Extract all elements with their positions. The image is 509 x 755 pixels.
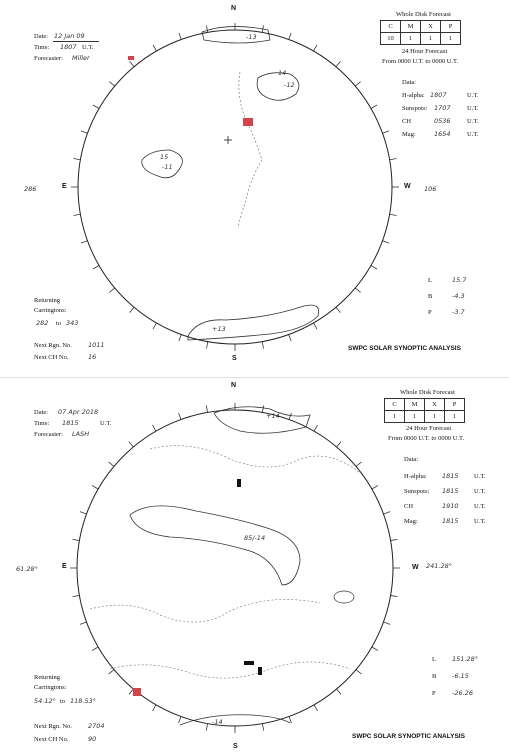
disk-tick [289,716,291,723]
disk-tick [383,241,390,243]
plage-red-2 [128,56,134,60]
disk-tick [129,689,133,694]
disk-tick [129,442,133,447]
disk-outline [78,30,392,344]
disk-tick [153,323,157,329]
disk-tick [73,214,80,215]
disk-tick [355,82,360,86]
region-circle [334,591,354,603]
disk-tick [80,622,87,624]
disk-tick [314,425,318,431]
disk-tick [207,342,208,349]
disk-tick [383,131,390,133]
disk-tick [81,131,88,133]
forecast-table: C M X P 10 1 1 1 [380,20,461,45]
disk-tick [337,689,341,694]
disk-tick [383,512,390,514]
disk-tick [130,307,134,312]
disk-tick [355,288,360,292]
disk-tick [356,670,361,674]
sunspot-2 [244,661,254,665]
disk-tick [179,33,181,40]
sunspot-3 [258,667,262,675]
disk-tick [391,595,398,596]
disk-tick [371,105,377,109]
disk-tick [73,159,80,160]
synoptic-panel-top: Date: 12 Jan 09 Time: 1807 U.T. Forecaster: Miller Whole Disk Forecast C M X P 10 1 1 1 24 Hour Forecast From 0000 U.T. to 0000 U.T. Data: H-alpha: 1807 U.T. Sunspots: 1707 U.T. CH 0536 U.T. Mag: 1654 U.T. N S E W 286 106 -13 14 -12 15 -11 +13 L 15.7 B -4.3 P -3.7 Returning Carringtons: 282 to 343 Next Rgn. No. 1011 Next CH No. 16 SWPC SOLAR SYNOPTIC ANALYSIS [0,0,509,376]
date-label: Date: [34,409,49,416]
south-cap-outline [188,305,319,340]
forecast-sub2: From 0000 U.T. to 0000 U.T. [382,58,459,65]
disk-tick [179,413,181,420]
filament-north-cap [202,26,270,43]
disk-outline [77,410,393,726]
disk-tick [337,442,341,447]
forecast-title: Whole Disk Forecast [396,11,451,18]
date-label: Date: [34,33,49,40]
west-value: 106 [424,185,437,193]
disk-tick [130,61,134,66]
disk-tick [207,25,208,32]
north-cap-outline [214,407,310,434]
disk-tick [262,406,263,413]
disk-tick [109,462,114,466]
disk-tick [109,288,114,292]
disk-tick [336,307,340,312]
disk-tick [92,647,98,651]
forecaster-label: Forecaster: [34,55,63,62]
disk-ticks-top [71,23,399,351]
synoptic-panel-bottom: Date: 07 Apr 2018 Time: 1815 U.T. Forecaster: LASH Whole Disk Forecast C M X P 1 1 1 1 24 Hour Forecast From 0000 U.T. to 0000 U.T. Data: H-alpha: 1815 U.T. Sunspots: 1815 U.T. CH 1910 U.T. Mag: 1815 U.T. N S E W 61.28° 241.28° +14 85/-14 -14 L 151.28° B -6.15 P -26.26 Returning Carringtons: 54.12° to 118.53° Next Rgn. No. 2704 Next CH No. 90 SWPC SOLAR SYNOPTIC ANALYSIS [0,379,509,755]
disk-tick [109,670,114,674]
footer-title: SWPC SOLAR SYNOPTIC ANALYSIS [352,733,465,740]
disk-tick [179,335,181,342]
footer-title: SWPC SOLAR SYNOPTIC ANALYSIS [348,345,461,352]
south-label: S [232,355,237,362]
dashed-boundary-1 [150,446,360,473]
plage-red-1 [133,688,141,696]
disk-tick [73,539,80,540]
east-label: E [62,183,67,190]
west-label: W [404,183,411,190]
disk-tick [92,486,98,490]
coronal-hole-outline [130,506,300,585]
time-label: Time: [34,44,50,51]
south-cap-outline [180,715,290,725]
disk-tick [206,724,207,731]
plage-red-1 [243,118,253,126]
disk-tick [289,335,291,342]
forecast-table: C M X P 1 1 1 1 [384,398,465,423]
dashed-boundary-3 [110,662,350,678]
disk-tick [391,539,398,540]
disk-tick [206,406,207,413]
disk-tick [81,241,88,243]
disk-tick [372,647,378,651]
forecast-sub1: 24 Hour Forecast [402,48,448,55]
disk-tick [371,266,377,270]
disk-tick [93,105,99,109]
date-value: 07 Apr 2018 [58,408,99,416]
disk-tick [289,413,291,420]
time-value: 1807 [60,43,77,51]
east-value: 286 [24,185,37,193]
disk-tick [109,82,114,86]
disk-tick [314,323,318,329]
dashed-boundary-2 [90,599,320,622]
disk-tick [314,45,318,51]
disk-tick [93,266,99,270]
disk-tick [314,705,318,711]
disk-tick [356,462,361,466]
disk-tick [372,486,378,490]
disk-tick [153,705,157,711]
disk-tick [262,342,263,349]
data-label: Data: [402,79,417,86]
disk-tick [383,622,390,624]
disk-tick [336,61,340,66]
disk-tick [262,724,263,731]
neutral-line [238,72,262,228]
forecaster-value: Miller [72,54,90,62]
disk-tick [390,159,397,160]
disk-tick [153,425,157,431]
sunspot-1 [237,479,241,487]
disk-tick [73,595,80,596]
disk-tick [390,214,397,215]
north-label: N [231,5,237,12]
disk-tick [80,512,87,514]
date-value: 12 Jan 09 [54,32,85,40]
disk-tick [289,33,291,40]
disk-tick [179,716,181,723]
disk-ticks-bottom [70,403,400,733]
disk-tick [153,45,157,51]
time-unit: U.T. [82,44,94,51]
